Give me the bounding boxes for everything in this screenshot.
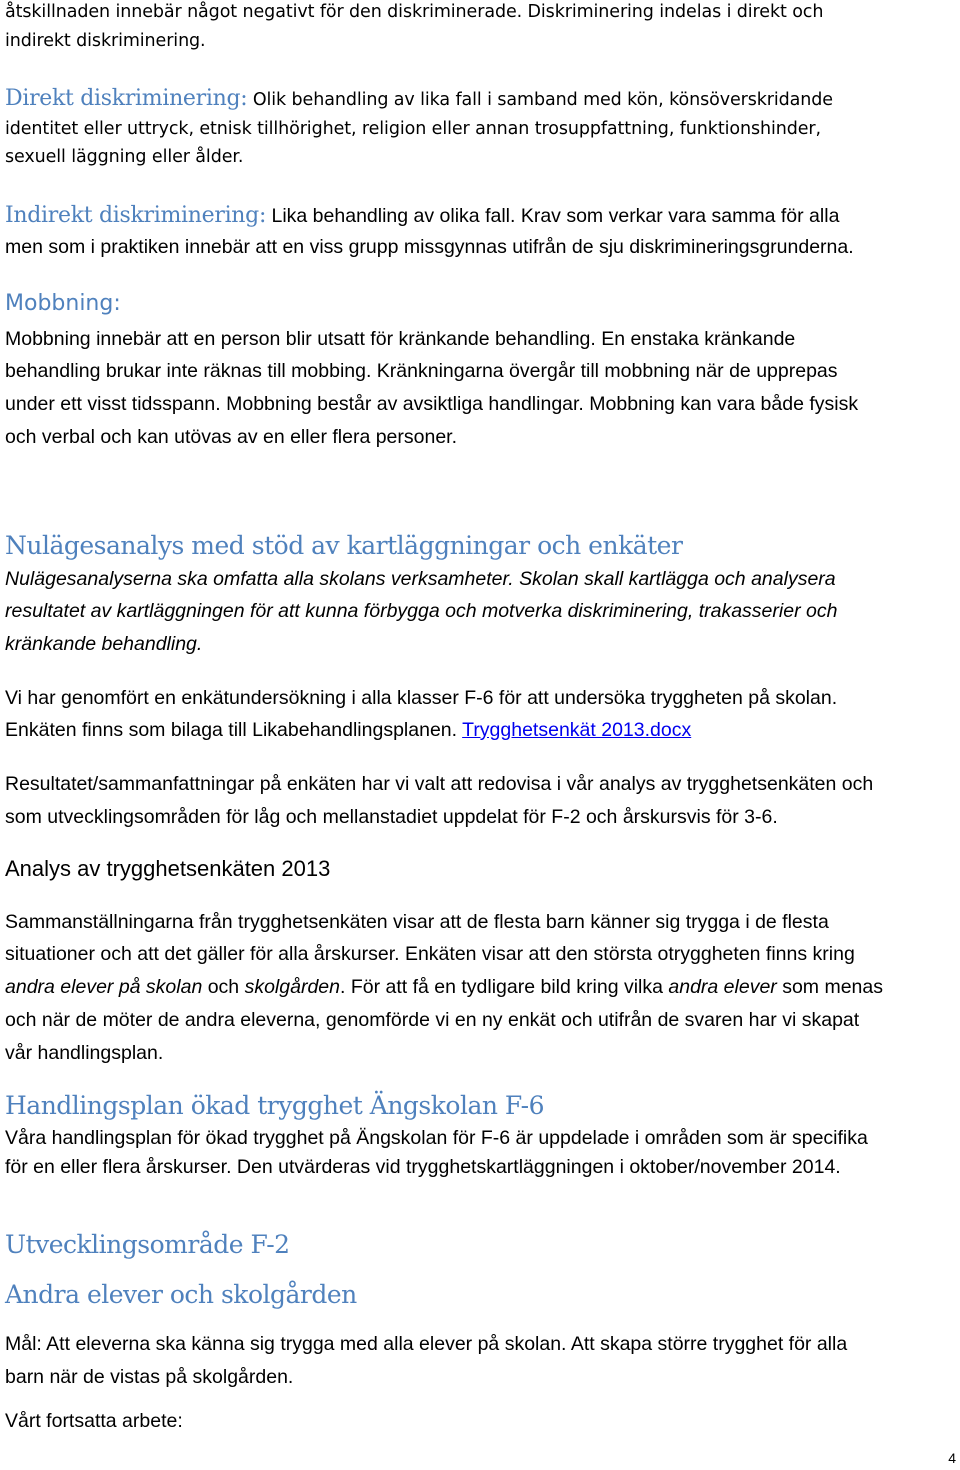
bullying-line-4: och verbal och kan utövas av en eller flera personer. [5,426,458,448]
survey-line-1: Vi har genomfört en enkätundersökning i alla klasser F-6 för att undersöka tryggheten på skolan. [5,687,838,709]
survey-document-link[interactable]: Trygghetsenkät 2013.docx [462,719,692,741]
direct-line-2: identitet eller uttryck, etnisk tillhörighet, religion eller annan trosuppfattning, funktionshinder, [5,119,821,139]
survey2013-line-4: och när de möter de andra eleverna, genomförde vi en ny enkät och utifrån de svaren har vi skapat [5,1009,860,1031]
development-subheading-line [5,1280,357,1309]
indirect-discrimination-paragraph [5,204,839,228]
analysis-italic-line-2: resultatet av kartläggningen för att kunna förbygga och motverka diskriminering, trakasserier och [5,600,838,622]
text-och: och [202,976,245,998]
analysis-heading-line [5,531,683,560]
survey2013-line-3 [5,975,883,999]
survey2013-heading-line [5,857,330,882]
plan-heading: Handlingsplan ökad trygghet Ängskolan F-6 [5,1091,544,1120]
survey2013-heading: Analys av trygghetsenkäten 2013 [5,856,331,881]
emphasis-skolgarden: skolgården [244,976,340,998]
survey2013-line-1: Sammanställningarna från trygghetsenkäten visar att de flesta barn känner sig trygga i de flesta [5,911,829,933]
development-line-3: Vårt fortsatta arbete: [5,1410,183,1432]
bullying-line-1: Mobbning innebär att en person blir utsatt för kränkande behandling. En enstaka kränkande [5,328,796,350]
intro-line-2: indirekt diskriminering. [5,31,206,51]
survey2013-line-2: situationer och att det gäller för alla årskurser. Enkäten visar att den största otryggheten finns kring [5,943,855,965]
result-line-1: Resultatet/sammanfattningar på enkäten har vi valt att redovisa i vår analys av trygghetsenkäten och [5,773,874,795]
intro-line-1: åtskillnaden innebär något negativt för den diskriminerade. Diskriminering indelas i direkt och [5,2,824,22]
direct-line-3: sexuell läggning eller ålder. [5,147,244,167]
analysis-heading: Nulägesanalys med stöd av kartläggningar och enkäter [5,531,683,560]
bullying-heading-line [5,292,121,316]
emphasis-andra-elever-pa-skolan: andra elever på skolan [5,976,203,998]
bullying-line-2: behandling brukar inte räknas till mobbing. Kränkningarna övergår till mobbning när de upprepas [5,360,838,382]
analysis-italic-line-1: Nulägesanalyserna ska omfatta alla skolans verksamheter. Skolan skall kartlägga och analysera [5,568,836,590]
bullying-line-3: under ett visst tidsspann. Mobbning består av avsiktliga handlingar. Mobbning kan vara både fysisk [5,393,859,415]
indirect-discrimination-heading: Indirekt diskriminering: [5,203,267,228]
survey-line-2: Enkäten finns som bilaga till Likabehandlingsplanen. [5,719,463,741]
plan-heading-line [5,1091,544,1120]
plan-line-2: för en eller flera årskurser. Den utvärderas vid trygghetskartläggningen i oktober/november 2014. [5,1156,841,1178]
development-heading: Utvecklingsområde F-2 [5,1230,290,1259]
emphasis-andra-elever: andra elever [668,976,777,998]
page-number: 4 [948,1450,956,1466]
result-line-2: som utvecklingsområden för låg och mellanstadiet uppdelat för F-2 och årskursvis för 3-6. [5,806,778,828]
direct-discrimination-heading: Direkt diskriminering: [5,86,248,111]
text-mid: . För att få en tydligare bild kring vilka [339,976,669,998]
development-line-1: Mål: Att eleverna ska känna sig trygga med alla elever på skolan. Att skapa större trygghet för alla [5,1333,848,1355]
direct-line-1: Olik behandling av lika fall i samband med kön, könsöverskridande [247,90,833,110]
bullying-heading: Mobbning: [5,291,121,316]
indirect-line-1: Lika behandling av olika fall. Krav som verkar vara samma för alla [266,205,840,227]
survey2013-line-5: vår handlingsplan. [5,1042,164,1064]
direct-discrimination-paragraph [5,87,833,112]
plan-line-1: Våra handlingsplan för ökad trygghet på Ängskolan för F-6 är uppdelade i områden som är specifika [5,1127,868,1149]
analysis-italic-line-3: kränkande behandling. [5,633,203,655]
survey-line-2-wrap [5,718,691,742]
development-subheading: Andra elever och skolgården [5,1280,357,1309]
indirect-line-2: men som i praktiken innebär att en viss grupp missgynnas utifrån de sju diskrimineringsgrunderna. [5,236,854,258]
text-end: som menas [776,976,883,998]
development-heading-line [5,1230,290,1259]
development-line-2: barn när de vistas på skolgården. [5,1366,294,1388]
